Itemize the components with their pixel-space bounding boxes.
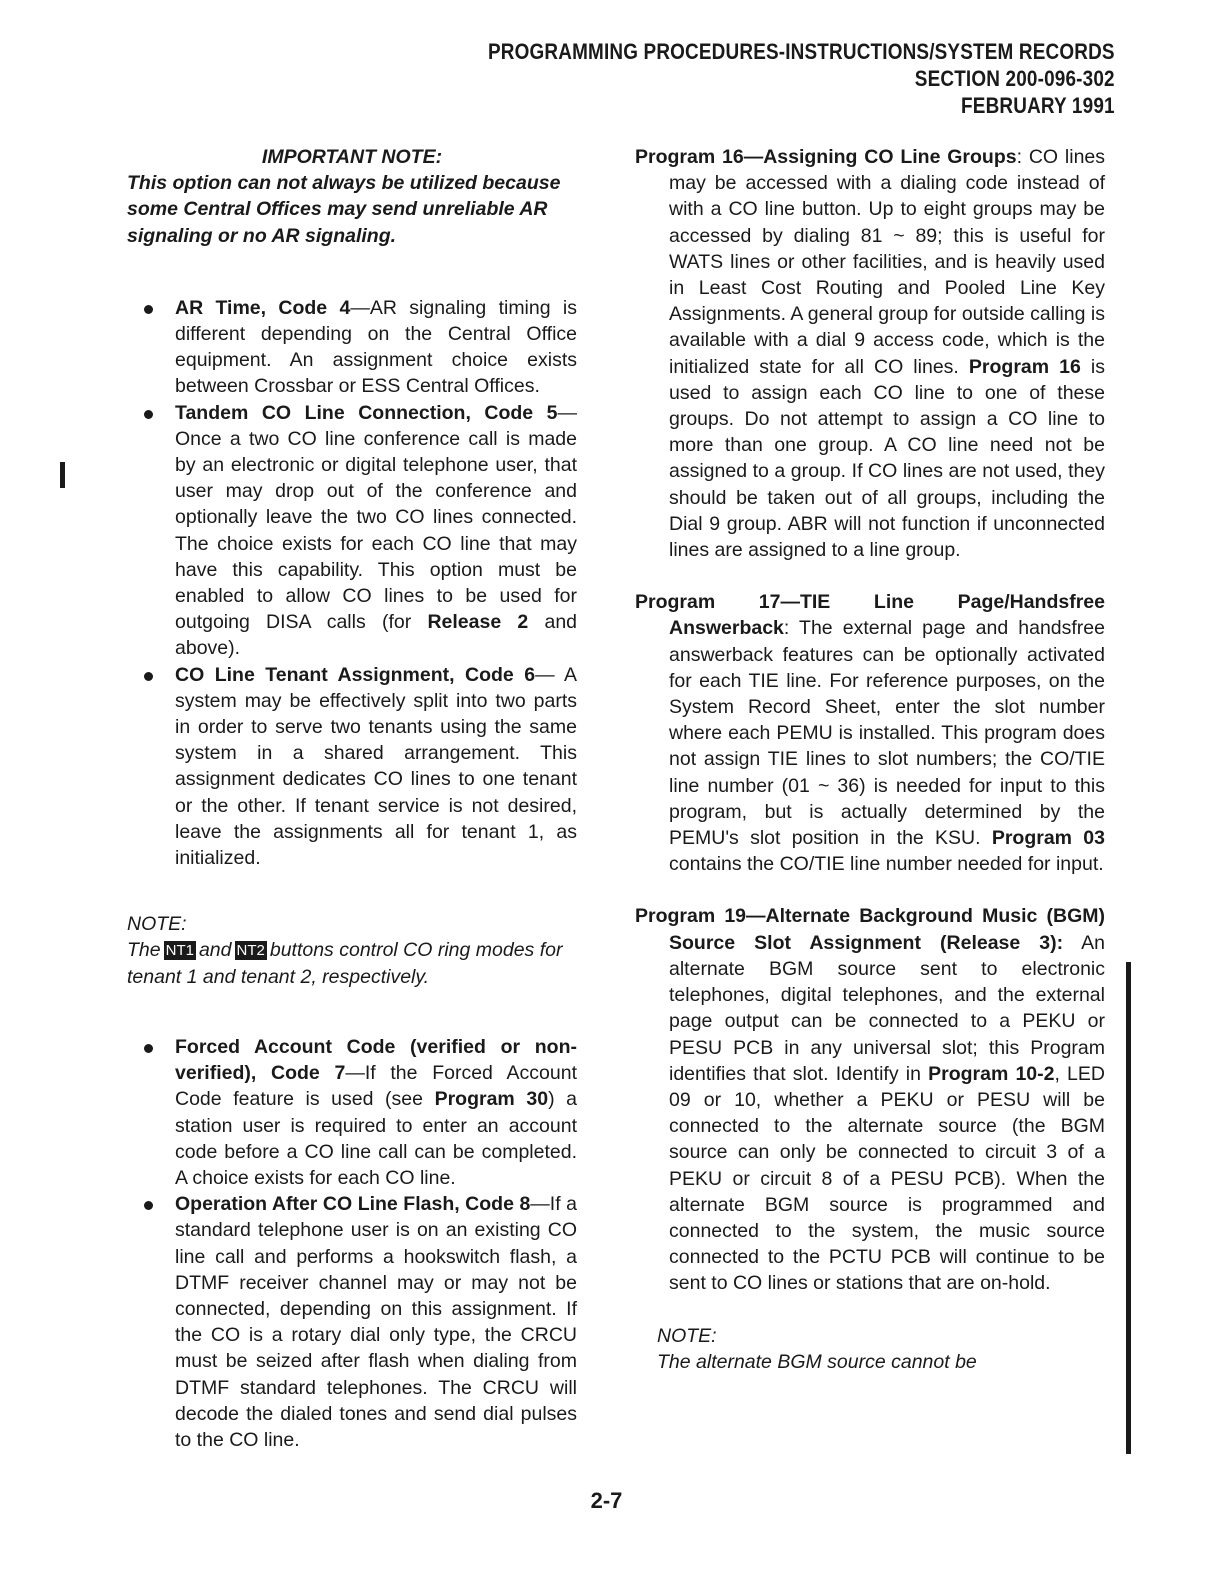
program-16-section: Program 16—Assigning CO Line Groups: CO lines may be accessed with a dialing code instead of with a CO line button. Up to eight groups may be accessed by dialing 81 ~ 89; this is useful for WATS lines or other facilities, and is heavily used in Least Cost Routing and Pooled Line Key Assignments. A general group for outside calling is available with a dial 9 access code, which is the initialized state for all CO lines. Program 16 is used to assign each CO line to one of these groups. Do not attempt to assign a CO line to more than one group. A CO line need not be assigned to a group. If CO lines are not used, they should be taken out of all groups, including the Dial 9 group. ABR will not function if unconnected lines are assigned to a line group. [635, 146, 1106, 562]
program-19-section: Program 19—Alternate Background Music (BGM) Source Slot Assignment (Release 3): An alternate BGM source sent to electronic telephones, digital telephones, and the external page output can be connected to a PEKU or PESU PCB in any universal slot; this Program identifies that slot. Identify in Program 10-2, LED 09 or 10, whether a PEKU or PESU will be connected to the alternate source (the BGM source can only be connected to circuit 3 of a PEKU or circuit 8 of a PESU PCB). When the alternate BGM source is programmed and connected to the system, the music source connected to the PCTU PCB will continue to be sent to CO lines or stations that are on-hold. [635, 905, 1105, 1295]
note-text: The alternate BGM source cannot be [657, 1350, 977, 1373]
bullet-icon [144, 1044, 153, 1053]
bullet-icon [144, 410, 153, 419]
page-number: 2-7 [590, 1488, 623, 1513]
page-header [488, 38, 1115, 119]
tenant-note: NOTE: The NT1 and NT2 buttons control CO ring modes for tenant 1 and tenant 2, respectively. [127, 911, 577, 990]
note-label: NOTE: [657, 1324, 717, 1347]
bullet-icon [144, 1201, 153, 1210]
nt2-key-icon: NT2 [236, 942, 265, 960]
header-title: PROGRAMMING PROCEDURES-INSTRUCTIONS/SYSTEM RECORDS [488, 39, 1115, 64]
bullet-icon [144, 672, 153, 681]
bgm-note [635, 1323, 1105, 1375]
list-item: Operation After CO Line Flash, Code 8—If a standard telephone user is on an existing CO line call and performs a hookswitch flash, a DTMF receiver channel may or may not be connected, depending on this assignment. If the CO is a rotary dial only type, the CRCU must be seized after flash when dialing from DTMF standard telephones. The CRCU will decode the dialed tones and send dial pulses to the CO line. [127, 1191, 577, 1453]
program-16-title: Program 16—Assigning CO Line Groups [635, 146, 1017, 168]
left-column [127, 144, 577, 1453]
right-column [635, 144, 1105, 1375]
list-item: Forced Account Code (verified or non-verified), Code 7—If the Forced Account Code feature is used (see Program 30) a station user is required to enter an account code before a CO line call can be completed. A choice exists for each CO line. [127, 1034, 577, 1191]
important-note-body: This option can not always be utilized because some Central Offices may send unreliable AR signaling or no AR signaling. [127, 172, 561, 247]
header-section: SECTION 200-096-302 [915, 66, 1115, 91]
program-17-title: Program 17—TIE Line Page/Handsfree Answerback [635, 591, 1105, 640]
bullet-icon [144, 305, 153, 314]
program-17-section: Program 17—TIE Line Page/Handsfree Answerback: The external page and handsfree answerback features can be optionally activated for each TIE line. For reference purposes, on the System Record Sheet, enter the slot number where each PEMU is installed. This program does not assign TIE lines to slot numbers; the CO/TIE line number (01 ~ 36) is needed for input to this program, but is actually determined by the PEMU's slot position in the KSU. Program 03 contains the CO/TIE line number needed for input. [635, 591, 1105, 876]
code-list-a [127, 295, 577, 871]
list-item: CO Line Tenant Assignment, Code 6— A system may be effectively split into two parts in order to serve two tenants using the same system in a shared arrangement. This assignment dedicates CO lines to one tenant or the other. If tenant service is not desired, leave the assignments all for tenant 1, as initialized. [127, 662, 577, 872]
note-label: NOTE: [127, 913, 187, 936]
nt1-key-icon: NT1 [165, 942, 194, 960]
change-bar-right [1126, 962, 1131, 1454]
header-date: FEBRUARY 1991 [961, 93, 1115, 118]
change-bar-left [60, 462, 65, 488]
code-list-b [127, 1034, 577, 1453]
important-note-title: IMPORTANT NOTE: [261, 146, 443, 168]
program-19-title: Program 19—Alternate Background Music (BGM) Source Slot Assignment (Release 3): [635, 905, 1105, 954]
list-item: Tandem CO Line Connection, Code 5— Once a two CO line conference call is made by an electronic or digital telephone user, that user may drop out of the conference and optionally leave the two CO lines connected. The choice exists for each CO line that may have this capability. This option must be enabled to allow CO lines to be used for outgoing DISA calls (for Release 2 and above). [127, 400, 577, 662]
list-item: AR Time, Code 4—AR signaling timing is different depending on the Central Office equipment. An assignment choice exists between Crossbar or ESS Central Offices. [127, 295, 577, 400]
